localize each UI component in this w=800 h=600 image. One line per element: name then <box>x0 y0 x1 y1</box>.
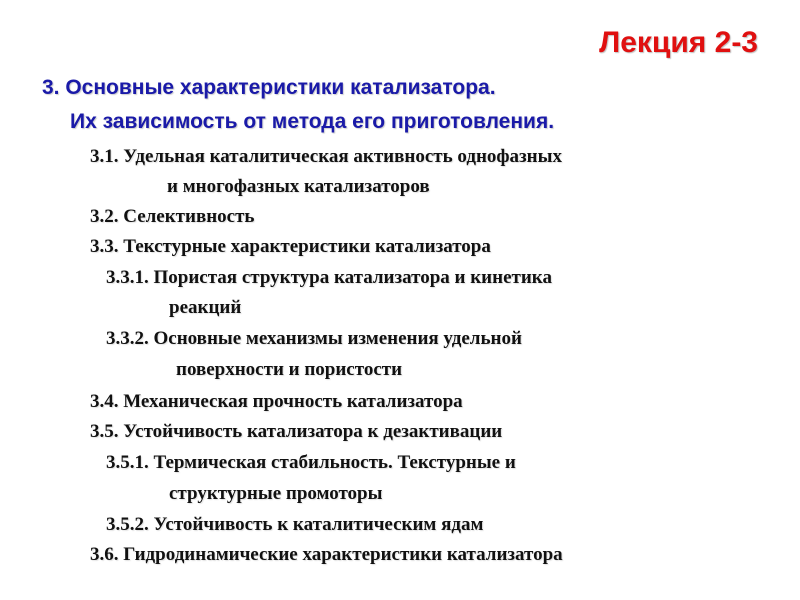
outline-item-3-4: 3.4. Механическая прочность катализатора <box>90 391 463 412</box>
section-heading-line-1: 3. Основные характеристики катализатора. <box>42 76 496 99</box>
outline-item-3-3-1-continued: реакций <box>169 297 242 318</box>
outline-item-3-3-2: 3.3.2. Основные механизмы изменения удельной <box>106 328 522 349</box>
outline-item-3-1-continued: и многофазных катализаторов <box>167 176 430 197</box>
lecture-title: Лекция 2-3 <box>599 26 758 59</box>
outline-item-3-5-1-continued: структурные промоторы <box>169 483 383 504</box>
outline-item-3-5-1: 3.5.1. Термическая стабильность. Текстурные и <box>106 452 516 473</box>
section-heading-line-2: Их зависимость от метода его приготовления. <box>70 110 555 133</box>
outline-item-3-1: 3.1. Удельная каталитическая активность однофазных <box>90 146 562 167</box>
outline-item-3-2: 3.2. Селективность <box>90 206 255 227</box>
outline-item-3-5-2: 3.5.2. Устойчивость к каталитическим ядам <box>106 514 484 535</box>
outline-item-3-3: 3.3. Текстурные характеристики катализатора <box>90 236 491 257</box>
outline-item-3-6: 3.6. Гидродинамические характеристики катализатора <box>90 544 563 565</box>
outline-item-3-3-1: 3.3.1. Пористая структура катализатора и кинетика <box>106 267 552 288</box>
outline-item-3-5: 3.5. Устойчивость катализатора к дезактивации <box>90 421 503 442</box>
outline-item-3-3-2-continued: поверхности и пористости <box>176 359 403 380</box>
